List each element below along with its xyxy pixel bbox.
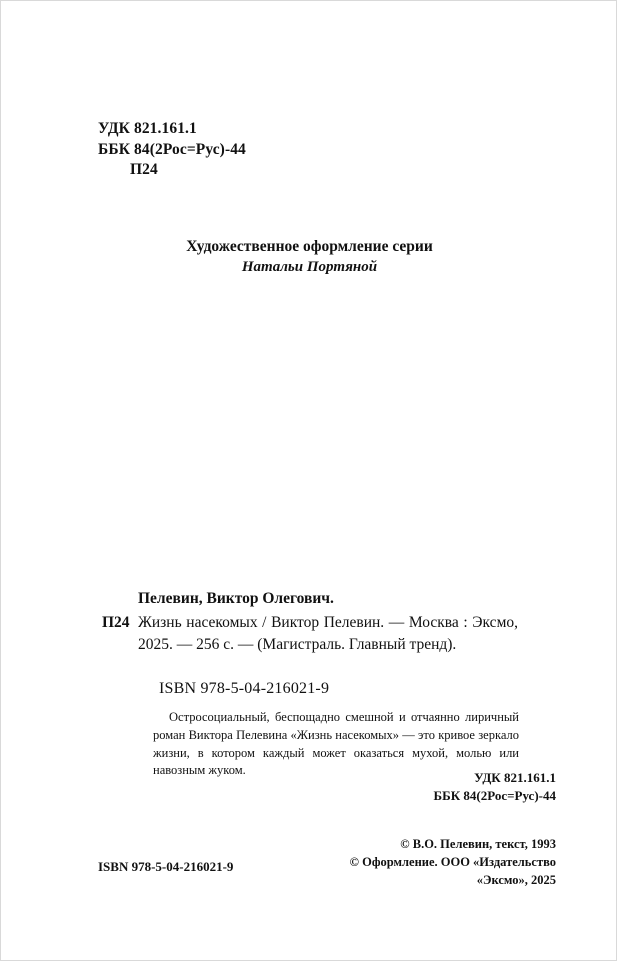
copyright-text-line: © В.О. Пелевин, текст, 1993: [400, 837, 556, 851]
series-designer-name: Натальи Портяной: [241, 259, 378, 276]
copyright-publisher-line: «Эксмо», 2025: [476, 873, 556, 888]
classification-repeat: [1, 769, 556, 805]
bbk-code: ББК 84(2Рос=Рус)-44: [98, 140, 246, 158]
cataloguing-in-publication: [102, 589, 518, 656]
udk-code: УДК 821.161.1: [98, 120, 197, 137]
bbk-code-repeat: ББК 84(2Рос=Рус)-44: [433, 787, 556, 803]
book-annotation: Остросоциальный, беспощадно смешной и отчаянно лиричный роман Виктора Пелевина «Жизнь насекомых» — это кривое зеркало жизни, в котором каждый может оказаться мухой, молью или навозным жуком.: [153, 710, 519, 778]
cip-code: П24: [102, 613, 130, 631]
udk-code-repeat: УДК 821.161.1: [474, 770, 556, 785]
isbn-primary: ISBN 978-5-04-216021-9: [159, 680, 330, 697]
cip-body: [102, 612, 518, 656]
series-design-label: Художественное оформление серии: [186, 238, 433, 255]
copyright-design-line: © Оформление. ООО «Издательство: [349, 855, 556, 870]
isbn-secondary: ISBN 978-5-04-216021-9: [98, 859, 234, 874]
cip-description: Жизнь насекомых / Виктор Пелевин. — Москва : Эксмо, 2025. — 256 с. — (Магистраль. Главный тренд).: [138, 613, 518, 653]
author-sign-code: П24: [130, 161, 158, 179]
copyright-block: [1, 835, 556, 889]
cip-author: Пелевин, Виктор Олегович.: [138, 590, 334, 607]
series-design-credit: [1, 237, 617, 279]
classification-block: [98, 119, 246, 181]
page-content: [1, 1, 617, 961]
